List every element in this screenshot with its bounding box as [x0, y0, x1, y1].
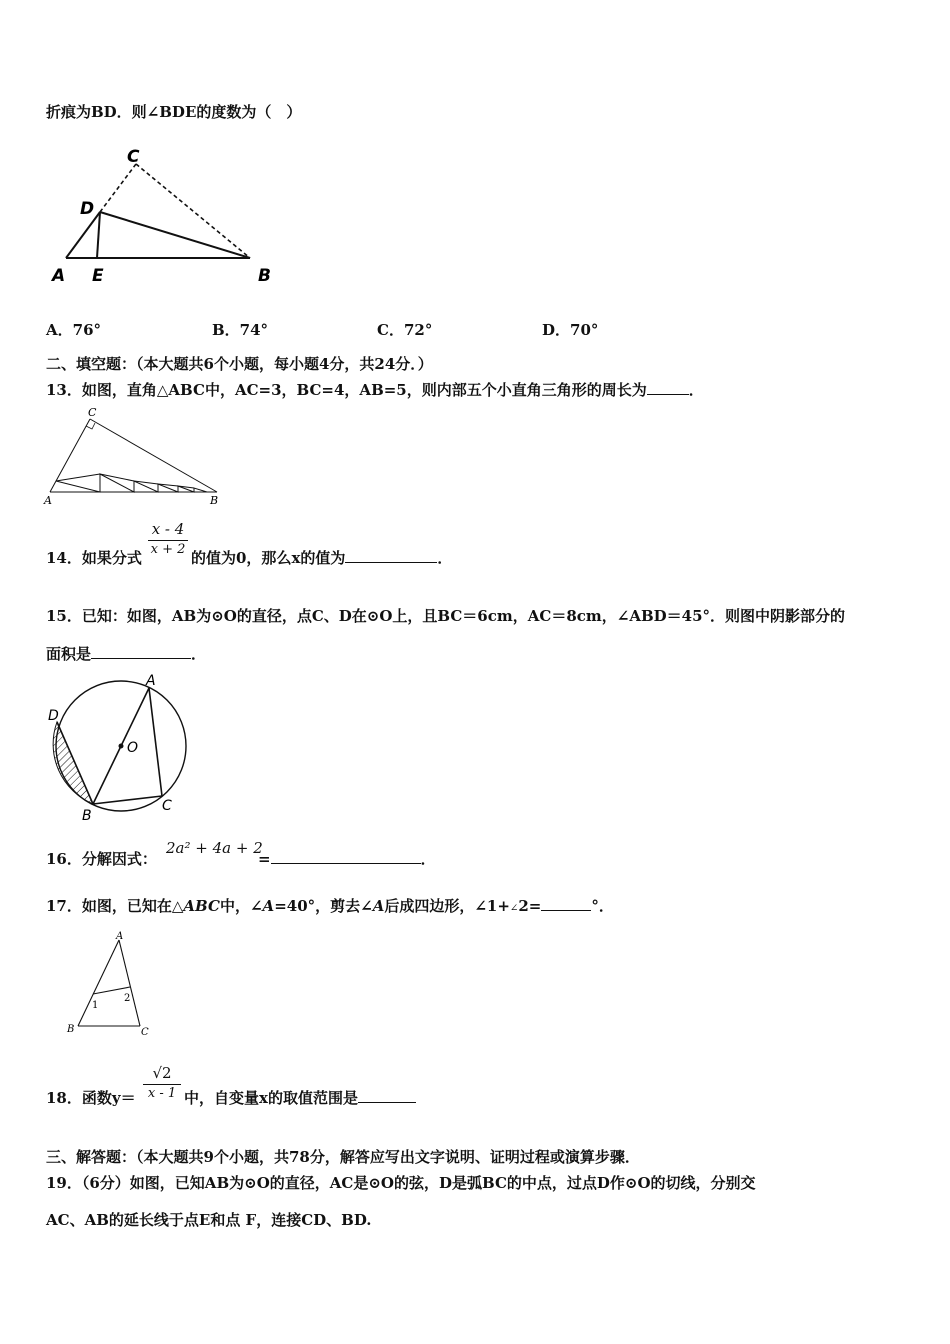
- q14-prefix: 14．如果分式: [46, 549, 142, 567]
- q15-line2: [46, 644, 206, 664]
- q14-end: ．: [437, 549, 453, 567]
- q17-figure: [62, 928, 162, 1040]
- q16-end: ．: [420, 850, 436, 868]
- q15-figure: [44, 670, 204, 824]
- q16-expression: 2a² + 4a + 2: [166, 839, 263, 857]
- q13-end: ．: [688, 381, 704, 399]
- q14-numerator: x - 4: [151, 520, 185, 538]
- q13-line: [46, 380, 704, 400]
- q17-label-1: 1: [92, 1000, 99, 1011]
- q15-line1: 15．已知：如图，AB为⊙O的直径，点C、D在⊙O上，且BC＝6cm，AC＝8cm，∠ABD＝45°．则图中阴影部分的: [46, 607, 846, 625]
- q16-tail: [258, 849, 436, 869]
- q15-label-b: B: [82, 808, 92, 824]
- q12-seg-cb: [136, 164, 250, 258]
- q18-fraction: [143, 1064, 181, 1101]
- q17-label-c: C: [141, 1027, 149, 1038]
- q17-label-2: 2: [124, 993, 131, 1004]
- q14-fraction: [148, 520, 188, 557]
- q15-label-o: O: [127, 740, 139, 756]
- q16-eq: =: [258, 850, 271, 868]
- q12-label-d: D: [80, 199, 95, 219]
- q12-seg-db: [100, 212, 250, 258]
- q17-label-a: A: [116, 931, 124, 942]
- q15-line2-prefix: 面积是: [46, 645, 92, 663]
- q13-label-c: C: [88, 406, 97, 419]
- q17-blank: [541, 896, 591, 911]
- q12-figure: [40, 140, 290, 290]
- q15-label-c: C: [162, 798, 172, 814]
- q12-label-e: E: [92, 266, 104, 286]
- q12-option-a: A．76°: [46, 321, 102, 339]
- q18-denominator: x - 1: [143, 1084, 181, 1101]
- q15-blank: [91, 644, 191, 659]
- q12-label-c: C: [127, 147, 140, 167]
- q12-label-a: A: [52, 266, 66, 286]
- q18-blank: [358, 1088, 416, 1103]
- q19-line2: AC、AB的延长线于点E和点 F，连接CD、BD.: [46, 1211, 372, 1229]
- q19-line1: 19．（6分）如图，已知AB为⊙O的直径，AC是⊙O的弦，D是弧BC的中点，过点D作⊙O的切线，分别交: [46, 1174, 756, 1192]
- q13-figure: [42, 404, 232, 508]
- section3-title: 三、解答题：（本大题共9个小题，共78分，解答应写出文字说明、证明过程或演算步骤．: [46, 1148, 640, 1166]
- q12-option-d: D．70°: [542, 321, 599, 339]
- q17-line: 17．如图，已知在△ABC中，∠A=40°，剪去∠A后成四边形，∠1+∠2= °．: [46, 897, 614, 915]
- q13-blank: [647, 380, 689, 395]
- q16-prefix: 16．分解因式：: [46, 850, 157, 868]
- q18-tail: [184, 1088, 416, 1108]
- q13-text: 13．如图，直角△ABC中，AC=3，BC=4，AB=5，则内部五个小直角三角形的周长为: [46, 381, 647, 399]
- q12-label-b: B: [258, 266, 271, 286]
- section2-title: 二、填空题：（本大题共6个小题，每小题4分，共24分．）: [46, 355, 433, 373]
- q15-label-d: D: [48, 708, 59, 724]
- q14-tail: [191, 548, 452, 568]
- q15-end: ．: [191, 645, 207, 663]
- q12-stem-tail: 折痕为BD．则∠BDE的度数为（ ）: [46, 103, 302, 121]
- q18-numerator: √2: [152, 1064, 172, 1082]
- q12-seg-de: [97, 212, 100, 258]
- q12-option-c: C．72°: [377, 321, 433, 339]
- q13-label-b: B: [210, 494, 219, 507]
- q17-label-b: B: [67, 1024, 75, 1035]
- q15-label-a: A: [146, 673, 156, 689]
- q14-denominator: x + 2: [148, 540, 188, 557]
- q14-blank: [345, 548, 437, 563]
- q16-blank: [271, 849, 421, 864]
- q13-label-a: A: [44, 494, 52, 507]
- q14-suffix: 的值为0，那么x的值为: [191, 549, 346, 567]
- q18-suffix: 中，自变量x的取值范围是: [184, 1089, 358, 1107]
- q18-prefix: 18．函数y＝: [46, 1089, 136, 1107]
- q12-option-b: B．74°: [212, 321, 269, 339]
- q12-seg-dc: [100, 164, 136, 212]
